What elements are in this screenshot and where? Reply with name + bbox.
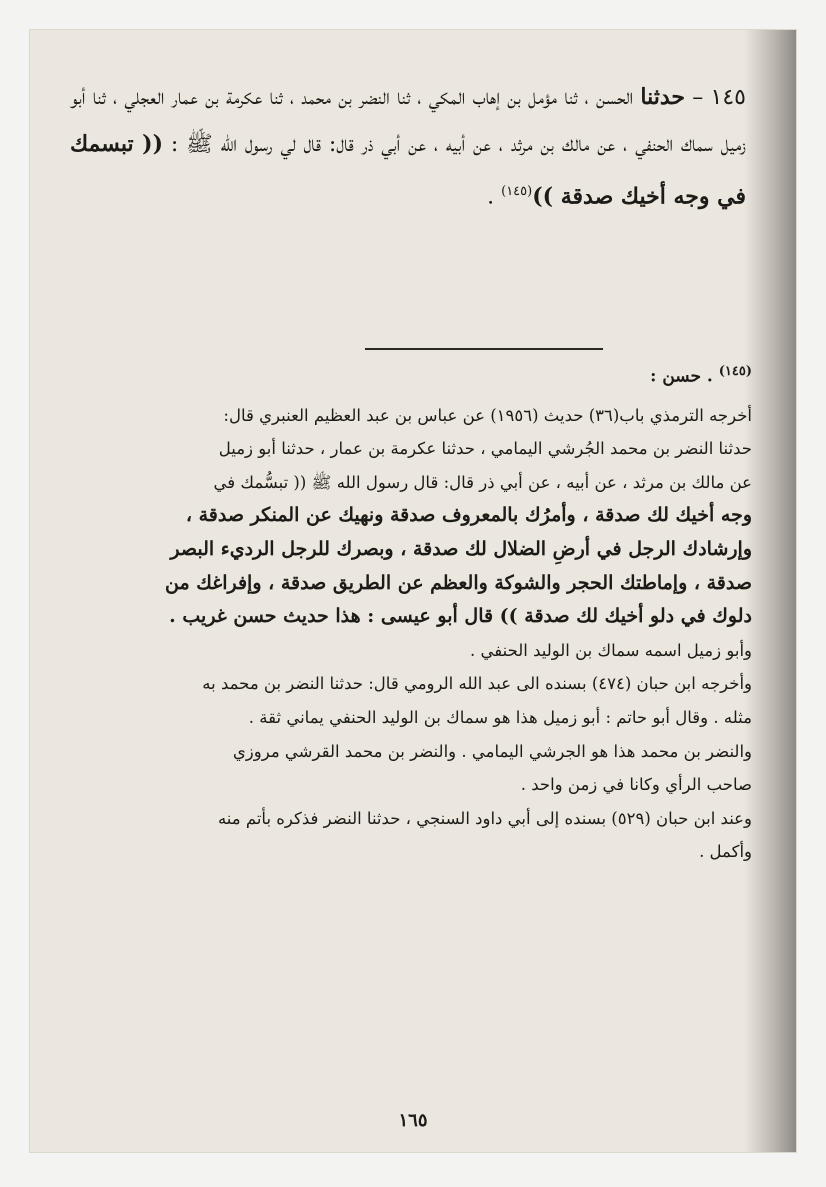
footnote-line: وأبو زميل اسمه سماك بن الوليد الحنفي . bbox=[470, 640, 752, 660]
footnote-line: مثله . وقال أبو حاتم : أبو زميل هذا هو سماك بن الوليد الحنفي يماني ثقة . bbox=[248, 708, 752, 727]
hadith-paragraph bbox=[70, 74, 746, 220]
footnote-line: والنضر بن محمد هذا هو الجرشي اليمامي . والنضر بن محمد القرشي مروزي bbox=[232, 741, 752, 761]
footnote-reference: (١٤٥) bbox=[501, 184, 533, 199]
footnote-number: (١٤٥) bbox=[718, 364, 752, 379]
end-mark: . bbox=[487, 184, 495, 210]
footnote-line: صاحب الرأي وكانا في زمن واحد . bbox=[520, 775, 752, 795]
footnote-block bbox=[72, 356, 752, 869]
footnote-line: وأخرجه ابن حبان (٤٧٤) بسنده الى عبد الله الرومي قال: حدثنا النضر بن محمد به bbox=[202, 674, 752, 694]
isnad-chain: الحسن ، ثنا مؤمل بن إهاب المكي ، ثنا النضر بن محمد ، ثنا عكرمة بن عمار العجلي ، ثنا أبو زميل سماك الحنفي ، عن مالك بن مرثد ، عن أبيه ، عن أبي ذر قال: قال لي رسول الله ﷺ : bbox=[70, 85, 746, 157]
footnote-line: أخرجه الترمذي باب(٣٦) حديث (١٩٥٦) عن عباس بن عبد العظيم العنبري قال: bbox=[223, 405, 752, 425]
footnote-line: دلوك في دلو أخيك لك صدقة )) قال أبو عيسى : هذا حديث حسن غريب . bbox=[169, 605, 752, 628]
footnote-line: وأكمل . bbox=[699, 842, 752, 862]
haddathana-word: حدثنا bbox=[640, 84, 686, 110]
footnote-grade: . حسن : bbox=[650, 366, 713, 387]
footnote-line: وعند ابن حبان (٥٢٩) بسنده إلى أبي داود السنجي ، حدثنا النضر فذكره بأتم منه bbox=[217, 808, 752, 828]
footnote-heading bbox=[72, 356, 752, 393]
footnote-line: وجه أخيك لك صدقة ، وأمرُك بالمعروف صدقة ونهيك عن المنكر صدقة ، bbox=[185, 504, 752, 527]
footnote-line: وإرشادك الرجل في أرضِ الضلال لك صدقة ، وبصرك للرجل الرديء البصر bbox=[170, 538, 752, 561]
hadith-dash: – bbox=[692, 85, 704, 110]
footnote-line: صدقة ، وإماطتك الحجر والشوكة والعظم عن الطريق صدقة ، وإفراغك من bbox=[165, 571, 752, 594]
footnote-line: حدثنا النضر بن محمد الجُرشي اليمامي ، حدثنا عكرمة بن عمار ، حدثنا أبو زميل bbox=[218, 439, 752, 459]
footnote-separator bbox=[365, 348, 603, 350]
footnote-line: عن مالك بن مرثد ، عن أبيه ، عن أبي ذر قال: قال رسول الله ﷺ (( تبسُّمك في bbox=[213, 472, 752, 492]
page-number: ١٦٥ bbox=[398, 1110, 428, 1131]
scanned-page bbox=[30, 30, 796, 1152]
hadith-matn: (( تبسمك في وجه أخيك صدقة )) bbox=[70, 131, 746, 210]
main-text bbox=[70, 74, 746, 220]
hadith-number: ١٤٥ bbox=[710, 85, 746, 110]
